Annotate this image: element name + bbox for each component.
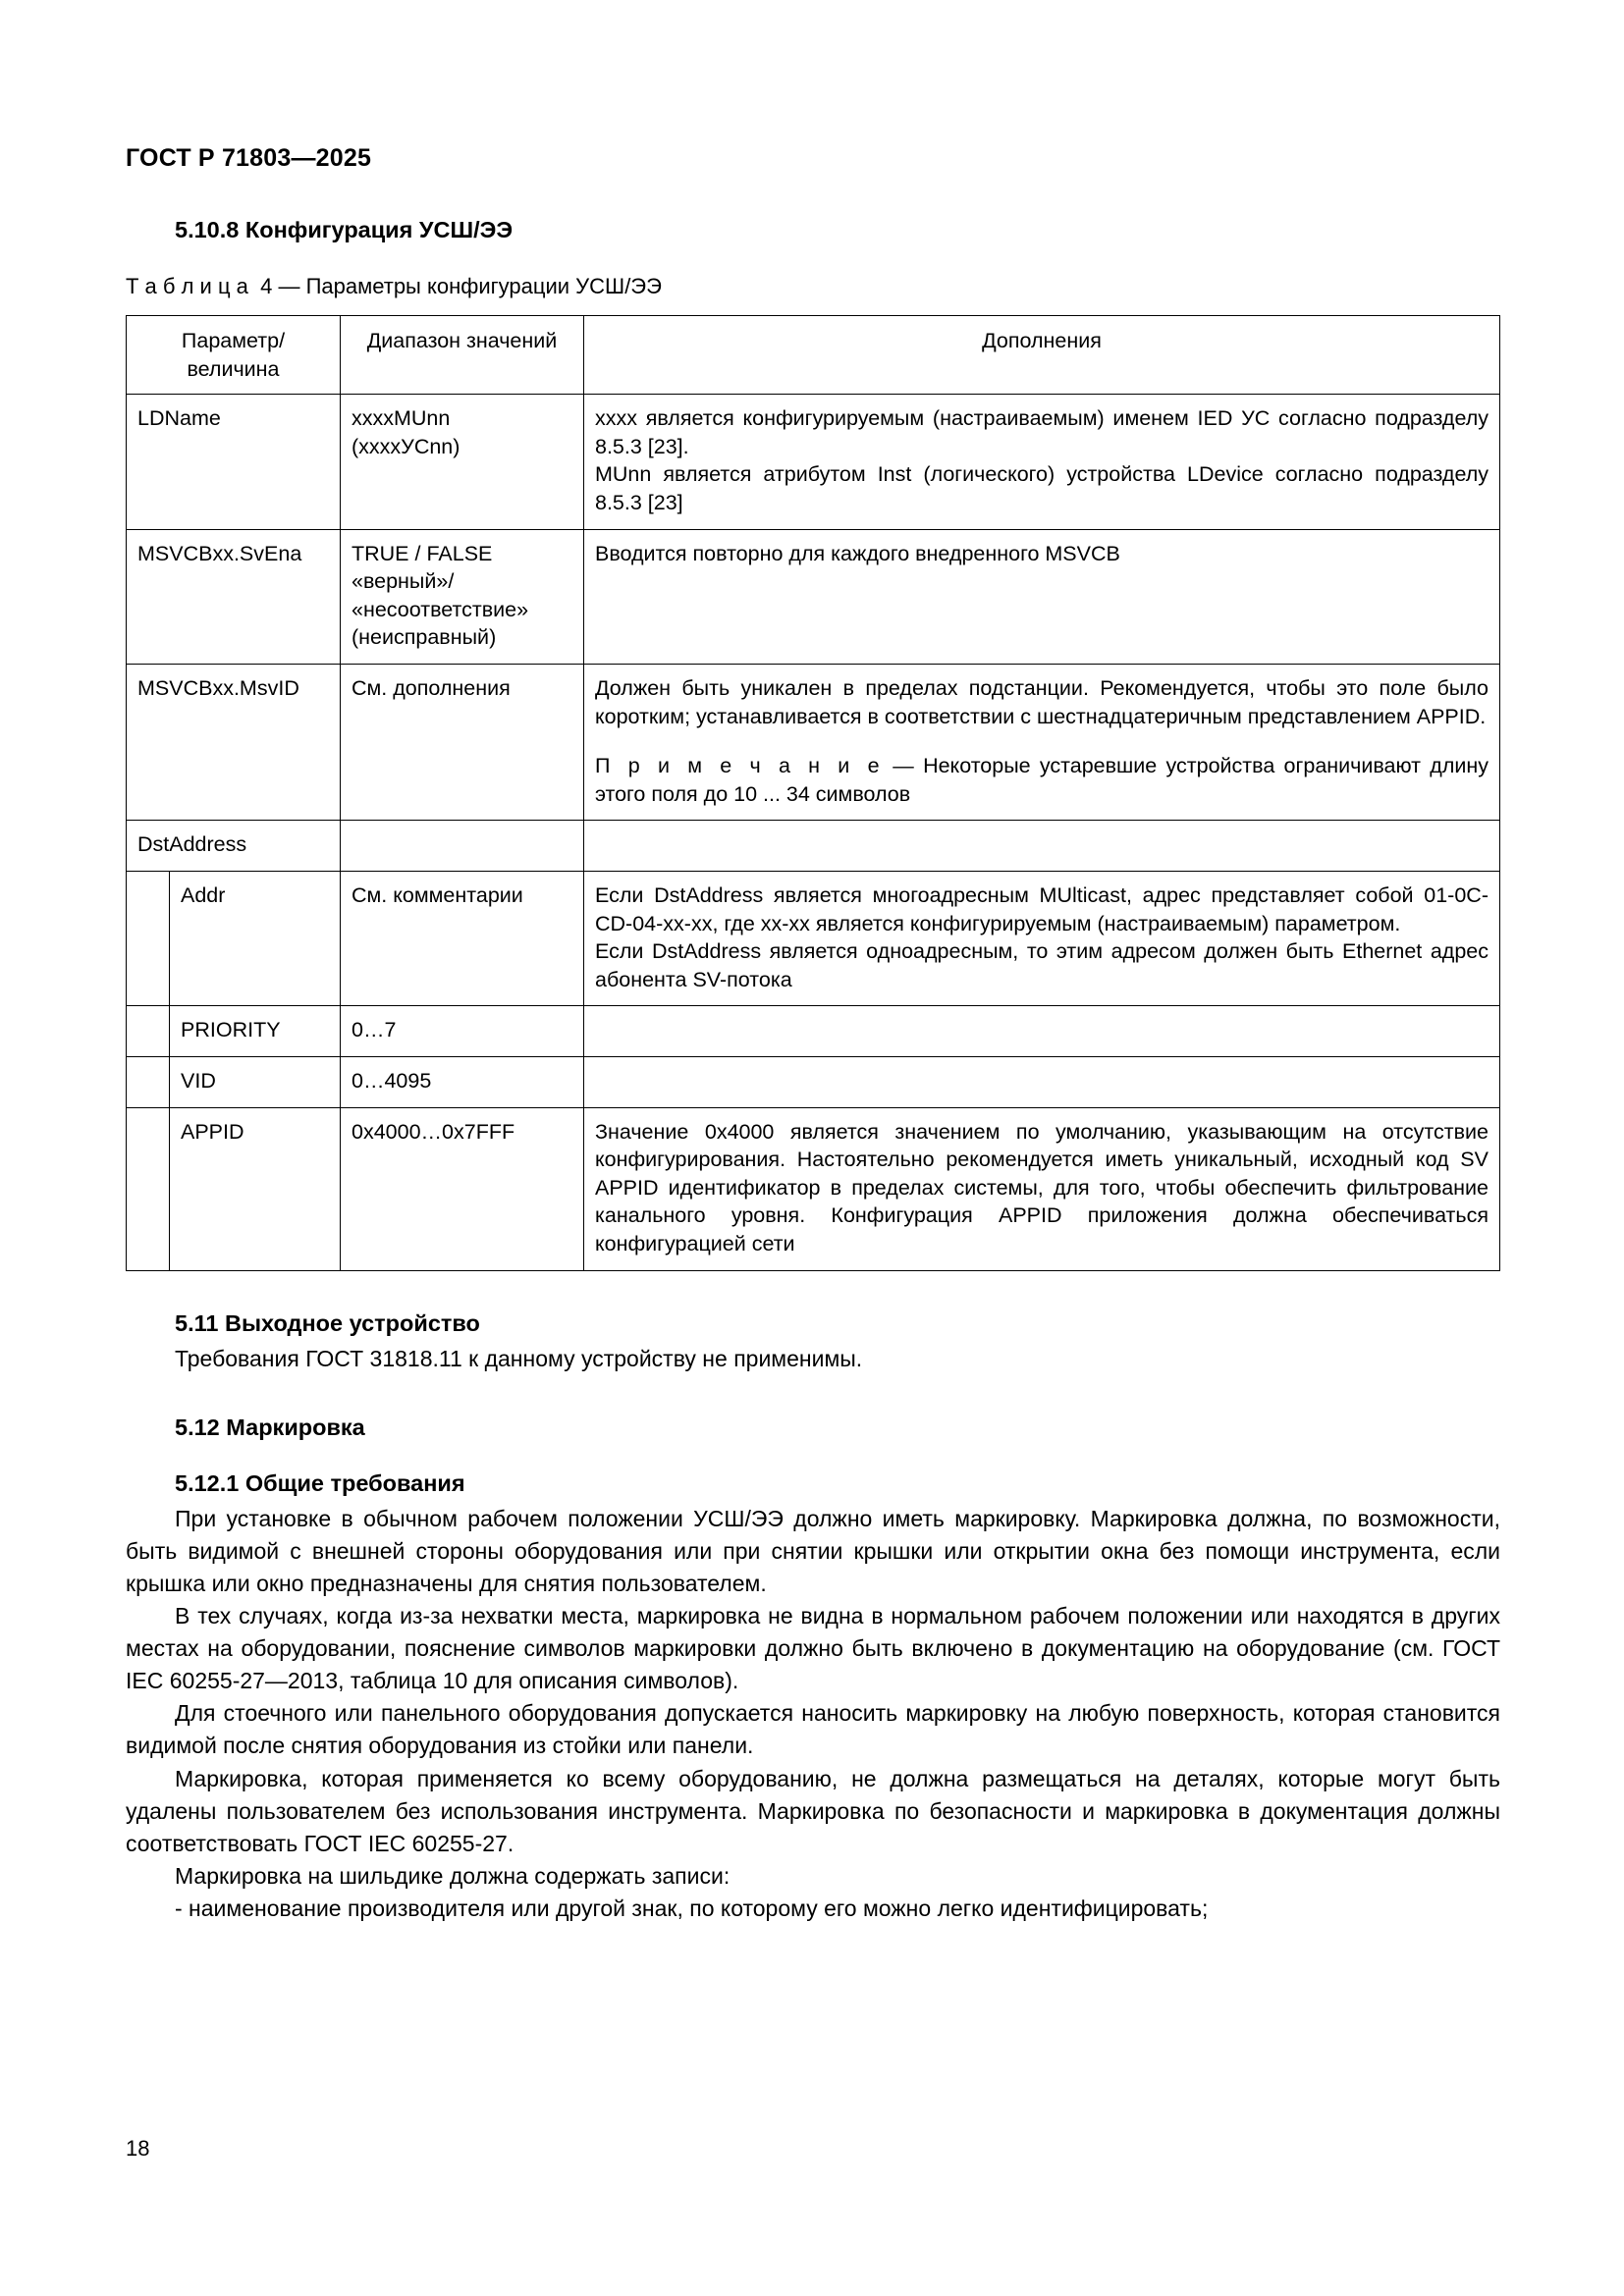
remark-dash: — (884, 754, 924, 778)
cell-range-ldname (341, 395, 584, 529)
cell-range-msvid: См. дополнения (341, 665, 584, 821)
table-row-msvid (127, 665, 1500, 821)
cell-param-ldname: LDName (127, 395, 341, 529)
svena-range-line-4: (неисправный) (352, 625, 497, 650)
paragraph-5-12-1-2: В тех случаях, когда из-за нехватки места, маркировка не видна в нормальном рабочем положении или находятся в других местах на оборудовании, пояснение символов маркировки должно быть включено в документацию на оборудование (см. ГОСТ IEC 60255-27—2013, таблица 10 для описания символов). (126, 1602, 1500, 1694)
paragraph-5-12-1-1: При установке в обычном рабочем положении УСШ/ЭЭ должно иметь маркировку. Маркировка должна, по возможности, быть видимой с внешней стороны оборудования или при снятии крышки или открытии окна без помощи инструмента, если крышка или окно предназначены для снятия пользователем. (126, 1505, 1500, 1596)
msvid-note-1: Должен быть уникален в пределах подстанции. Рекомендуется, чтобы это поле было коротким; устанавливается в соответствии с шестнадцатеричным представлением APPID. (595, 676, 1489, 728)
heading-5-10-8: 5.10.8 Конфигурация УСШ/ЭЭ (175, 216, 514, 242)
svena-range-line-2: «верный»/ (352, 569, 455, 594)
ldname-range-line-1: xxxxMUnn (352, 406, 451, 431)
cell-param-dstaddress: DstAddress (127, 821, 341, 872)
paragraph-5-12-1-4: Маркировка, которая применяется ко всему оборудованию, не должна размещаться на деталях, которые могут быть удалены пользователем без использования инструмента. Маркировка по безопасности и маркировка в документация должны соответствовать ГОСТ IEC 60255-27. (126, 1765, 1500, 1856)
ldname-range-line-2: (xxxxУCnn) (352, 434, 460, 458)
cell-param-appid: APPID (170, 1107, 341, 1270)
header-range: Диапазон значений (341, 316, 584, 395)
remark-label: П р и м е ч а н и е (595, 754, 885, 778)
cell-notes-svena: Вводится повторно для каждого внедренного MSVCB (584, 529, 1500, 664)
table-row-ldname (127, 395, 1500, 529)
cell-notes-msvid (584, 665, 1500, 821)
cell-range-priority: 0…7 (341, 1006, 584, 1057)
heading-5-12: 5.12 Маркировка (175, 1414, 365, 1440)
cell-notes-vid (584, 1056, 1500, 1107)
table-row-priority (127, 1006, 1500, 1057)
paragraph-5-11: Требования ГОСТ 31818.11 к данному устройству не применимы. (175, 1345, 863, 1371)
paragraph-5-12-1-3: Для стоечного или панельного оборудования допускается наносить маркировку на любую поверхность, которая становится видимой после снятия оборудования из стойки или панели. (126, 1700, 1500, 1759)
cell-notes-appid: Значение 0x4000 является значением по умолчанию, указывающим на отсутствие конфигурирования. Настоятельно рекомендуется иметь уникальный, исходный код SV APPID идентификатор в пределах системы, для того, чтобы обеспечить фильтрование канального уровня. Конфигурация APPID приложения должна обеспечиваться конфигурацией сети (584, 1107, 1500, 1270)
cell-indent-appid (127, 1107, 170, 1270)
svena-range-line-3: «несоответствие» (352, 597, 529, 621)
paragraph-5-12-1-6: - наименование производителя или другой знак, по которому его можно легко идентифицировать; (175, 1895, 1209, 1921)
cell-range-addr: См. комментарии (341, 871, 584, 1005)
cell-param-msvid: MSVCBxx.MsvID (127, 665, 341, 821)
table-header-row (127, 316, 1500, 395)
ldname-note-2: MUnn является атрибутом Inst (логического) устройства LDevice согласно подразделу 8.5.3 [23] (595, 462, 1489, 515)
table-row-addr (127, 871, 1500, 1005)
cell-range-appid: 0x4000…0x7FFF (341, 1107, 584, 1270)
remark-text: Некоторые устаревшие устройства ограничивают длину этого поля до 10 ... 34 символов (595, 754, 1489, 806)
paragraph-5-12-1-5: Маркировка на шильдике должна содержать записи: (175, 1862, 731, 1889)
table-row-svena (127, 529, 1500, 664)
cell-param-addr: Addr (170, 871, 341, 1005)
addr-note-1: Если DstAddress является многоадресным MUlticast, адрес представляет собой 01-0C-CD-04-xx-xx, где xx-xx является конфигурируемым (настраиваемым) параметром. (595, 882, 1489, 935)
table-caption: Т а б л и ц а 4 — Параметры конфигурации УСШ/ЭЭ (126, 273, 662, 298)
ldname-note-1: xxxx является конфигурируемым (настраиваемым) именем IED УС согласно подразделу 8.5.3 [23]. (595, 406, 1489, 458)
cell-notes-dstaddress (584, 821, 1500, 872)
page-content (126, 0, 1500, 1925)
cell-notes-ldname (584, 395, 1500, 529)
table-4-configuration-parameters (126, 315, 1500, 1270)
cell-range-svena (341, 529, 584, 664)
cell-notes-priority (584, 1006, 1500, 1057)
cell-param-svena: MSVCBxx.SvEna (127, 529, 341, 664)
table-row-appid (127, 1107, 1500, 1270)
heading-5-11: 5.11 Выходное устройство (175, 1309, 480, 1336)
page-number: 18 (126, 2136, 150, 2161)
table-row-vid (127, 1056, 1500, 1107)
cell-param-vid: VID (170, 1056, 341, 1107)
header-notes: Дополнения (584, 316, 1500, 395)
cell-indent-addr (127, 871, 170, 1005)
cell-notes-addr (584, 871, 1500, 1005)
svena-range-line-1: TRUE / FALSE (352, 541, 493, 565)
heading-5-12-1: 5.12.1 Общие требования (175, 1469, 465, 1496)
table-row-dstaddress (127, 821, 1500, 872)
cell-indent-priority (127, 1006, 170, 1057)
addr-note-2: Если DstAddress является одноадресным, то этим адресом должен быть Ethernet адрес абонента SV-потока (595, 939, 1489, 991)
running-header: ГОСТ Р 71803—2025 (126, 144, 372, 172)
cell-param-priority: PRIORITY (170, 1006, 341, 1057)
cell-range-vid: 0…4095 (341, 1056, 584, 1107)
cell-range-dstaddress (341, 821, 584, 872)
header-param: Параметр/величина (127, 316, 341, 395)
msvid-remark (595, 752, 1489, 808)
cell-indent-vid (127, 1056, 170, 1107)
